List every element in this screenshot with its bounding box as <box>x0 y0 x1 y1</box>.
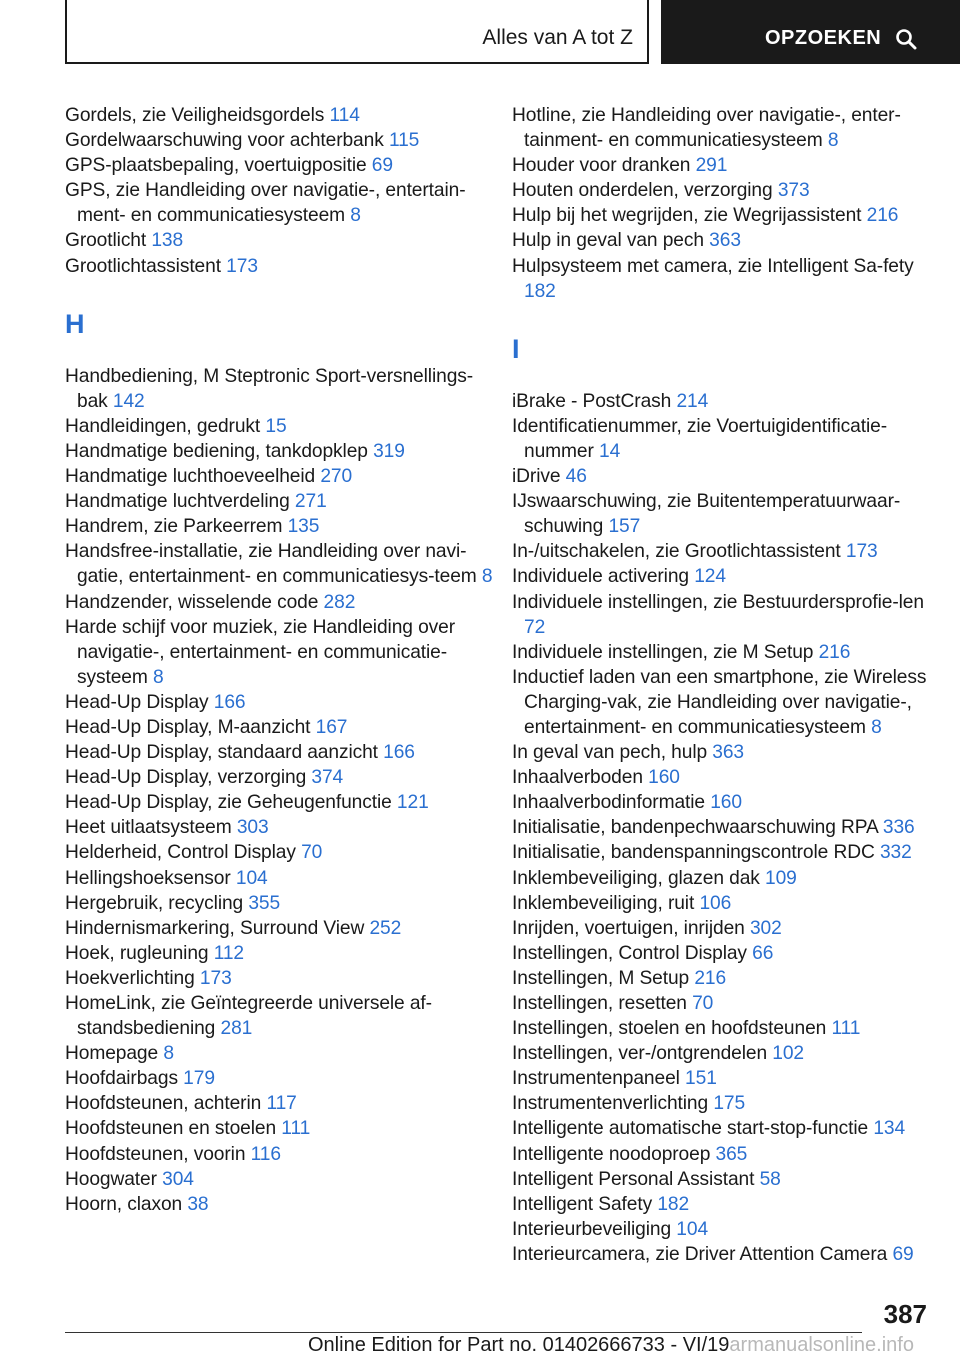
entry-term: Harde schijf voor muziek, zie Handleiding over navigatie-, entertainment- en communicatie-systeem <box>65 616 455 688</box>
footer-watermark: armanualsonline.info <box>729 1334 914 1356</box>
entry-term: Handbediening, M Steptronic Sport-versnellings-bak <box>65 365 474 412</box>
entry-term: Hulp in geval van pech <box>512 230 704 252</box>
entry-term: Handleidingen, gedrukt <box>65 415 261 437</box>
entry-page-link[interactable]: 106 <box>699 892 732 914</box>
entry-page-link[interactable]: 175 <box>713 1093 746 1115</box>
entry-page-link[interactable]: 160 <box>648 767 680 789</box>
page-number: 387 <box>883 1299 927 1329</box>
entry-term: Hulpsysteem met camera, zie Intelligent Sa-fety <box>512 255 914 277</box>
entry-page-link[interactable]: 216 <box>694 967 727 989</box>
index-entry <box>65 414 495 439</box>
index-entry <box>512 866 942 891</box>
entry-page-link[interactable]: 104 <box>235 867 268 889</box>
tab-opzoeken[interactable] <box>661 0 960 64</box>
entry-page-link[interactable]: 58 <box>759 1168 781 1190</box>
entry-page-link[interactable]: 166 <box>213 691 246 713</box>
entry-page-link[interactable]: 70 <box>692 993 714 1014</box>
entry-page-link[interactable]: 373 <box>777 180 810 202</box>
index-entry <box>512 1091 942 1116</box>
tab-alles-label: Alles van A tot Z <box>482 26 633 49</box>
entry-term: iBrake - PostCrash <box>512 390 672 412</box>
entry-page-link[interactable]: 332 <box>879 842 912 864</box>
entry-term: Handzender, wisselende code <box>65 591 319 613</box>
entry-term: Inrijden, voertuigen, inrijden <box>512 917 745 939</box>
entry-page-link[interactable]: 252 <box>369 917 402 939</box>
entry-term: Interieurcamera, zie Driver Attention Camera <box>512 1243 888 1265</box>
entry-page-link[interactable]: 173 <box>226 255 258 277</box>
entry-page-link[interactable]: 8 <box>350 205 361 227</box>
entry-term: Gordelwaarschuwing voor achterbank <box>65 130 384 152</box>
entry-page-link[interactable]: 104 <box>676 1218 709 1240</box>
entry-term: Handsfree-installatie, zie Handleiding over navi-gatie, entertainment- en communicatiesys-teem <box>65 541 477 588</box>
entry-term: Hoofdsteunen, voorin <box>65 1143 246 1165</box>
index-entry <box>512 464 942 489</box>
index-entry <box>512 1192 942 1217</box>
index-entry <box>65 103 495 128</box>
index-entry <box>512 1041 942 1066</box>
entry-page-link[interactable]: 69 <box>892 1243 914 1265</box>
footer-text: Online Edition for Part no. 01402666733 - VI/19 <box>308 1334 730 1356</box>
footer <box>308 1334 914 1357</box>
index-entry <box>65 1192 495 1217</box>
index-column-right <box>512 103 942 1267</box>
index-entry <box>65 1167 495 1192</box>
entry-page-link[interactable]: 116 <box>250 1143 281 1165</box>
entry-page-link[interactable]: 281 <box>220 1018 253 1040</box>
entry-page-link[interactable]: 114 <box>329 105 360 126</box>
entry-page-link[interactable]: 167 <box>315 716 348 738</box>
entry-term: In-/uitschakelen, zie Grootlichtassistent <box>512 541 841 563</box>
entry-page-link[interactable]: 182 <box>657 1193 690 1215</box>
index-entry <box>65 765 495 790</box>
index-entry <box>65 464 495 489</box>
index-entry <box>512 489 942 539</box>
entry-page-link[interactable]: 304 <box>162 1168 194 1190</box>
entry-page-link[interactable]: 111 <box>281 1118 311 1140</box>
index-entry <box>512 916 942 941</box>
entry-page-link[interactable]: 355 <box>248 892 281 914</box>
index-entry <box>65 1116 495 1141</box>
index-entry <box>512 590 942 640</box>
index-entry <box>65 590 495 615</box>
entry-page-link[interactable]: 38 <box>187 1193 209 1215</box>
entry-page-link[interactable]: 166 <box>383 742 415 764</box>
entry-term: Grootlicht <box>65 230 147 252</box>
entry-term: Intelligent Personal Assistant <box>512 1168 755 1190</box>
index-entry <box>65 489 495 514</box>
entry-term: Hoofdsteunen, achterin <box>65 1093 262 1115</box>
entry-page-link[interactable]: 115 <box>388 130 420 152</box>
entry-page-link[interactable]: 173 <box>845 541 878 563</box>
index-entry <box>65 254 495 279</box>
section-letter-h: H <box>65 308 85 339</box>
index-entry <box>512 1167 942 1192</box>
index-entry <box>512 203 942 228</box>
index-entry <box>65 615 495 690</box>
entry-term: Hulp bij het wegrijden, zie Wegrijassistent <box>512 205 862 227</box>
entry-term: iDrive <box>512 466 561 488</box>
index-entry <box>512 1217 942 1242</box>
entry-term: Handmatige bediening, tankdopklep <box>65 440 368 462</box>
entry-term: Inhaalverboden <box>512 767 643 789</box>
entry-term: Houder voor dranken <box>512 155 691 177</box>
index-entry <box>512 740 942 765</box>
entry-term: Homepage <box>65 1043 159 1065</box>
entry-term: Interieurbeveiliging <box>512 1218 672 1240</box>
entry-page-link[interactable]: 157 <box>608 516 641 538</box>
index-entry <box>65 1066 495 1091</box>
index-entry <box>65 128 495 153</box>
entry-term: Hoofdsteunen en stoelen <box>65 1118 277 1140</box>
index-entry <box>512 665 942 740</box>
entry-page-link[interactable]: 214 <box>676 390 709 412</box>
entry-term: Individuele instellingen, zie M Setup <box>512 641 814 663</box>
entry-term: Hoekverlichting <box>65 967 195 989</box>
search-icon <box>895 28 917 50</box>
index-entry <box>512 640 942 665</box>
index-entry <box>512 1116 942 1141</box>
entry-term: Instellingen, M Setup <box>512 967 690 989</box>
entry-page-link[interactable]: 363 <box>709 230 741 252</box>
entry-term: Hotline, zie Handleiding over navigatie-, enter-tainment- en communicatiesysteem <box>512 105 901 152</box>
entry-page-link[interactable]: 282 <box>323 591 356 613</box>
entry-page-link[interactable]: 182 <box>524 280 556 302</box>
entry-term: Head-Up Display, M-aanzicht <box>65 716 311 738</box>
entry-page-link[interactable]: 374 <box>311 767 344 789</box>
index-entry <box>512 790 942 815</box>
entry-term: Intelligente automatische start-stop-functie <box>512 1118 869 1140</box>
entry-term: Handmatige luchtverdeling <box>65 491 290 513</box>
index-entry <box>65 941 495 966</box>
entry-group-h <box>65 364 495 1217</box>
index-entry <box>512 1016 942 1041</box>
entry-term: Instellingen, Control Display <box>512 942 747 964</box>
entry-group-g <box>65 103 495 279</box>
entry-page-link[interactable]: 8 <box>152 666 164 688</box>
entry-page-link[interactable]: 111 <box>831 1018 861 1040</box>
index-entry <box>512 153 942 178</box>
entry-page-link[interactable]: 134 <box>873 1118 906 1140</box>
index-entry <box>65 178 495 228</box>
entry-page-link[interactable]: 138 <box>151 230 184 252</box>
entry-term: Hoorn, claxon <box>65 1193 183 1215</box>
index-entry <box>512 966 942 991</box>
index-entry <box>65 228 495 253</box>
index-entry <box>65 153 495 178</box>
entry-page-link[interactable]: 302 <box>749 917 782 939</box>
entry-page-link[interactable]: 291 <box>695 155 728 177</box>
entry-page-link[interactable]: 216 <box>818 641 851 663</box>
entry-page-link[interactable]: 216 <box>866 205 899 227</box>
index-entry <box>65 815 495 840</box>
index-entry <box>512 1242 942 1267</box>
entry-term: Individuele instellingen, zie Bestuurdersprofie-len <box>512 591 924 613</box>
index-column-left <box>65 103 495 1217</box>
entry-term: Hergebruik, recycling <box>65 892 244 914</box>
entry-page-link[interactable]: 365 <box>715 1143 748 1165</box>
index-entry <box>65 514 495 539</box>
index-entry <box>65 790 495 815</box>
entry-term: Head-Up Display, verzorging <box>65 767 307 789</box>
index-entry <box>512 103 942 153</box>
index-entry <box>512 178 942 203</box>
entry-page-link[interactable]: 363 <box>712 742 744 764</box>
entry-page-link[interactable]: 271 <box>294 491 327 513</box>
entry-term: Head-Up Display, zie Geheugenfunctie <box>65 792 392 814</box>
entry-term: Grootlichtassistent <box>65 255 221 277</box>
entry-page-link[interactable]: 160 <box>710 792 742 814</box>
entry-term: Inductief laden van een smartphone, zie Wireless Charging-vak, zie Handleiding over navigatie-, entertainment- en communicatiesysteem <box>512 666 927 738</box>
index-entry <box>512 564 942 589</box>
index-entry <box>512 389 942 414</box>
entry-page-link[interactable]: 179 <box>183 1068 215 1090</box>
entry-term: Inhaalverbodinformatie <box>512 792 705 814</box>
entry-term: Hindernismarkering, Surround View <box>65 917 365 939</box>
index-entry <box>65 539 495 589</box>
index-entry <box>512 891 942 916</box>
index-entry <box>65 364 495 414</box>
index-entry <box>512 991 942 1016</box>
entry-page-link[interactable]: 109 <box>765 867 797 889</box>
entry-page-link[interactable]: 319 <box>373 440 405 462</box>
entry-page-link[interactable]: 173 <box>199 967 232 989</box>
index-entry <box>65 1142 495 1167</box>
entry-term: GPS-plaatsbepaling, voertuigpositie <box>65 155 367 177</box>
index-entry <box>65 991 495 1041</box>
entry-page-link[interactable]: 69 <box>371 155 393 177</box>
entry-page-link[interactable]: 8 <box>827 130 839 152</box>
index-entry <box>512 539 942 564</box>
entry-term: Instrumentenpaneel <box>512 1068 680 1090</box>
index-entry <box>65 966 495 991</box>
entry-term: Houten onderdelen, verzorging <box>512 180 773 202</box>
entry-term: Inklembeveiliging, ruit <box>512 892 695 914</box>
entry-term: Hoogwater <box>65 1168 157 1190</box>
index-entry <box>512 765 942 790</box>
index-entry <box>512 1066 942 1091</box>
index-entry <box>65 891 495 916</box>
entry-term: GPS, zie Handleiding over navigatie-, entertain-ment- en communicatiesysteem <box>65 180 466 227</box>
entry-term: Head-Up Display <box>65 691 209 713</box>
entry-term: Inklembeveiliging, glazen dak <box>512 867 760 889</box>
entry-term: Head-Up Display, standaard aanzicht <box>65 742 378 764</box>
entry-term: Identificatienummer, zie Voertuigidentificatie-nummer <box>512 415 887 462</box>
index-entry <box>65 690 495 715</box>
entry-term: Hellingshoeksensor <box>65 867 231 889</box>
tab-opzoeken-label: OPZOEKEN <box>765 27 882 49</box>
entry-page-link[interactable]: 72 <box>524 616 546 638</box>
entry-page-link[interactable]: 112 <box>213 942 244 964</box>
header-bar <box>0 0 960 66</box>
entry-page-link[interactable]: 14 <box>599 440 621 462</box>
entry-page-link[interactable]: 8 <box>871 716 882 738</box>
entry-term: Hoek, rugleuning <box>65 942 209 964</box>
entry-page-link[interactable]: 336 <box>882 817 915 839</box>
entry-term: Instellingen, resetten <box>512 993 687 1014</box>
index-entry <box>512 840 942 865</box>
entry-page-link[interactable]: 15 <box>265 415 287 437</box>
entry-page-link[interactable]: 66 <box>752 942 774 964</box>
tab-alles-van-a-tot-z[interactable] <box>65 0 649 64</box>
entry-term: Initialisatie, bandenpechwaarschuwing RPA <box>512 817 878 839</box>
index-entry <box>512 228 942 253</box>
entry-page-link[interactable]: 142 <box>112 390 145 412</box>
entry-term: In geval van pech, hulp <box>512 742 708 764</box>
index-entry <box>512 414 942 464</box>
entry-term: Instrumentenverlichting <box>512 1093 709 1115</box>
entry-page-link[interactable]: 270 <box>320 466 353 488</box>
entry-term: HomeLink, zie Geïntegreerde universele af-standsbediening <box>65 993 432 1040</box>
index-entry <box>65 916 495 941</box>
entry-term: Handrem, zie Parkeerrem <box>65 516 283 538</box>
entry-page-link[interactable]: 121 <box>396 792 429 814</box>
index-entry <box>65 715 495 740</box>
entry-group-i <box>512 389 942 1267</box>
index-entry <box>65 866 495 891</box>
entry-term: Intelligente noodoproep <box>512 1143 711 1165</box>
entry-term: Intelligent Safety <box>512 1193 653 1215</box>
entry-page-link[interactable]: 102 <box>772 1043 804 1065</box>
entry-term: Instellingen, stoelen en hoofdsteunen <box>512 1018 827 1040</box>
entry-term: IJswaarschuwing, zie Buitentemperatuurwaar-schuwing <box>512 491 901 538</box>
index-entry <box>65 439 495 464</box>
entry-page-link[interactable]: 8 <box>163 1043 174 1065</box>
index-entry <box>512 254 942 304</box>
entry-term: Handmatige luchthoeveelheid <box>65 466 316 488</box>
section-letter-i: I <box>512 333 520 364</box>
index-entry <box>65 740 495 765</box>
entry-term: Helderheid, Control Display <box>65 842 296 864</box>
index-entry <box>512 815 942 840</box>
entry-term: Initialisatie, bandenspanningscontrole RDC <box>512 842 875 864</box>
entry-group-h-cont <box>512 103 942 304</box>
index-entry <box>512 1142 942 1167</box>
entry-term: Instellingen, ver-/ontgrendelen <box>512 1043 768 1065</box>
footer-divider <box>65 1332 862 1333</box>
index-entry <box>65 1041 495 1066</box>
entry-page-link[interactable]: 124 <box>694 566 726 588</box>
entry-page-link[interactable]: 117 <box>266 1093 297 1115</box>
entry-term: Hoofdairbags <box>65 1068 178 1090</box>
index-entry <box>512 941 942 966</box>
entry-page-link[interactable]: 303 <box>236 817 269 839</box>
entry-page-link[interactable]: 70 <box>301 842 323 864</box>
entry-page-link[interactable]: 135 <box>287 516 320 538</box>
entry-term: Individuele activering <box>512 566 689 588</box>
entry-term: Heet uitlaatsysteem <box>65 817 232 839</box>
entry-page-link[interactable]: 151 <box>685 1068 717 1090</box>
entry-term: Gordels, zie Veiligheidsgordels <box>65 105 325 126</box>
entry-page-link[interactable]: 8 <box>481 566 493 588</box>
index-entry <box>65 840 495 865</box>
index-entry <box>65 1091 495 1116</box>
entry-page-link[interactable]: 46 <box>565 466 587 488</box>
